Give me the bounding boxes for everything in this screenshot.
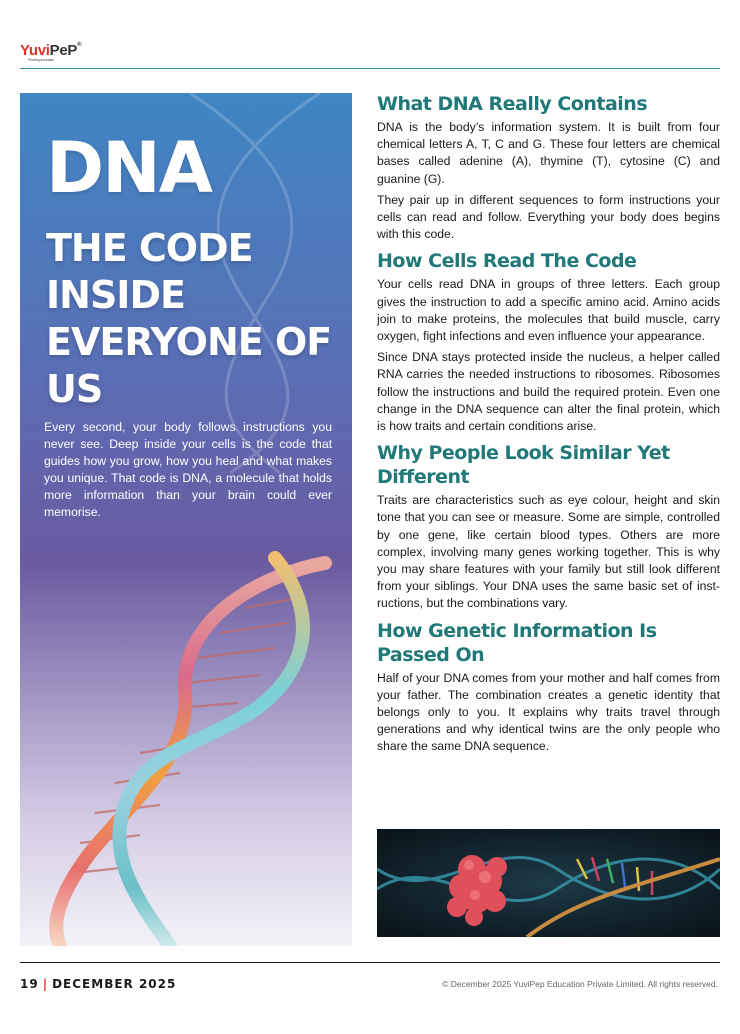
brand-tagline: Powering Innovation (28, 58, 55, 62)
section-heading: Why People Look Similar Yet Different (377, 442, 670, 489)
section-paragraph: Traits are characteristics such as eye colour, height and skin tone that you can see or measure. Some are simple, controlled by one gene, like certain blood types. Others are more complex, involving many genes working together. This is why you may share features with your family but still look different from your siblings. Your DNA uses the same basic set of inst-ructions, but the combinations vary. (377, 493, 720, 611)
section-similar-yet-different (377, 441, 720, 612)
footer-page-info (20, 977, 176, 991)
section-cells-read-code (377, 249, 720, 435)
brand-logo (20, 42, 82, 62)
brand-name-part2: PeP (49, 42, 78, 59)
section-paragraph: DNA is the body’s information system. It is built from four chemical letters A, T, C and G. These four letters are chemical bases called adenine (A), thymine (T), cytosine (C) and guanine (G). (377, 120, 720, 186)
page-number: 19 (20, 977, 39, 991)
section-paragraph: Half of your DNA comes from your mother and half comes from your father. The combination creates a genetic identity that belongs only to you. It explains why traits travel through generations and why identical twins are the only people who share the same DNA sequence. (377, 670, 720, 754)
dna-protein-illustration (377, 829, 720, 937)
header-divider (20, 68, 720, 69)
section-heading: How Cells Read The Code (377, 250, 637, 273)
section-heading: How Genetic Information Is Passed On (377, 619, 657, 666)
hero-panel (20, 93, 352, 946)
section-passed-on (377, 619, 720, 756)
hero-subtitle: THE CODE INSIDE EVERYONE OF US (46, 226, 332, 411)
section-heading: What DNA Really Contains (377, 93, 648, 115)
brand-reg-mark: ® (77, 42, 82, 48)
brand-name-part1: Yuvi (20, 42, 50, 59)
article-column (377, 92, 720, 762)
issue-date: DECEMBER 2025 (52, 977, 177, 991)
section-dna-contents (377, 92, 720, 243)
hero-title: DNA (46, 127, 211, 209)
section-paragraph: They pair up in different sequences to form instructions your cells can read and follow. Everything your body does begins with this code. (377, 192, 720, 242)
footer-separator: | (42, 977, 49, 991)
dna-protein-image (377, 829, 720, 937)
hero-intro-text: Every second, your body follows instructions you never see. Deep inside your cells is the code that guides how you grow, how you heal and what makes you unique. That code is DNA, a molecule that holds more information than your brain could ever memorise. (44, 420, 332, 519)
section-paragraph: Since DNA stays protected inside the nucleus, a helper called RNA carries the needed instructions to ribosomes. Ribosomes follow the instructions and build the required protein. Even one change in the DNA sequence can alter the final protein, which is how traits and certain conditions arise. (377, 350, 720, 434)
footer-divider (20, 962, 720, 963)
section-paragraph: Your cells read DNA in groups of three letters. Each group gives the instruction to add a specific amino acid. Amino acids join to make proteins, the molecules that build muscle, carry oxygen, fight infections and even influence your appearance. (377, 277, 720, 344)
copyright-notice: © December 2025 YuviPep Education Private Limited. All rights reserved. (442, 979, 718, 989)
